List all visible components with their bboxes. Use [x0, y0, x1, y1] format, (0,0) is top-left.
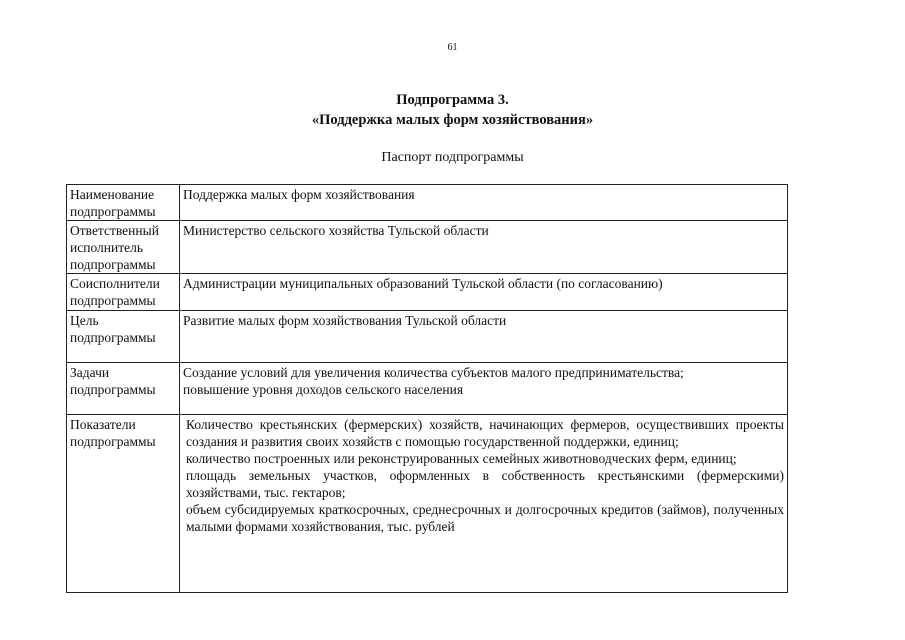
list-item: объем субсидируемых краткосрочных, среднесрочных и долгосрочных кредитов (займов), полученных малыми формами хозяйствования, тыс. рублей [186, 502, 784, 534]
row-label: Показатели подпрограммы [67, 415, 180, 593]
passport-heading: Паспорт подпрограммы [381, 150, 524, 165]
row-label: Соисполнители подпрограммы [67, 274, 180, 311]
row-value [180, 415, 788, 593]
row-value: Поддержка малых форм хозяйствования [180, 185, 788, 221]
table-row [67, 415, 788, 593]
table-row [67, 363, 788, 415]
page-number: 61 [447, 42, 458, 53]
indicator-list [183, 416, 784, 535]
table-row [67, 274, 788, 311]
subprogram-title: Подпрограмма 3. [396, 92, 509, 108]
row-label: Задачи подпрограммы [67, 363, 180, 415]
subprogram-name: «Поддержка малых форм хозяйствования» [311, 112, 594, 128]
table-row [67, 185, 788, 221]
row-value [180, 363, 788, 415]
table-row [67, 311, 788, 363]
row-value: Администрации муниципальных образований Тульской области (по согласованию) [180, 274, 788, 311]
list-item: Количество крестьянских (фермерских) хозяйств, начинающих фермеров, осуществивших проекты создания и развития своих хозяйств с помощью государственной поддержки, единиц; [186, 417, 784, 449]
row-label: Ответственный исполнитель подпрограммы [67, 221, 180, 274]
row-label: Наименование подпрограммы [67, 185, 180, 221]
task-line: Создание условий для увеличения количества субъектов малого предпринимательства; [183, 365, 684, 380]
row-value: Развитие малых форм хозяйствования Тульской области [180, 311, 788, 363]
row-label: Цель подпрограммы [67, 311, 180, 363]
task-line: повышение уровня доходов сельского населения [183, 382, 464, 397]
passport-table [66, 184, 788, 593]
list-item: количество построенных или реконструированных семейных животноводческих ферм, единиц; [186, 451, 737, 466]
table-row [67, 221, 788, 274]
row-value: Министерство сельского хозяйства Тульской области [180, 221, 788, 274]
list-item: площадь земельных участков, оформленных в собственность крестьянскими (фермерскими) хозяйствами, тыс. гектаров; [186, 468, 784, 500]
